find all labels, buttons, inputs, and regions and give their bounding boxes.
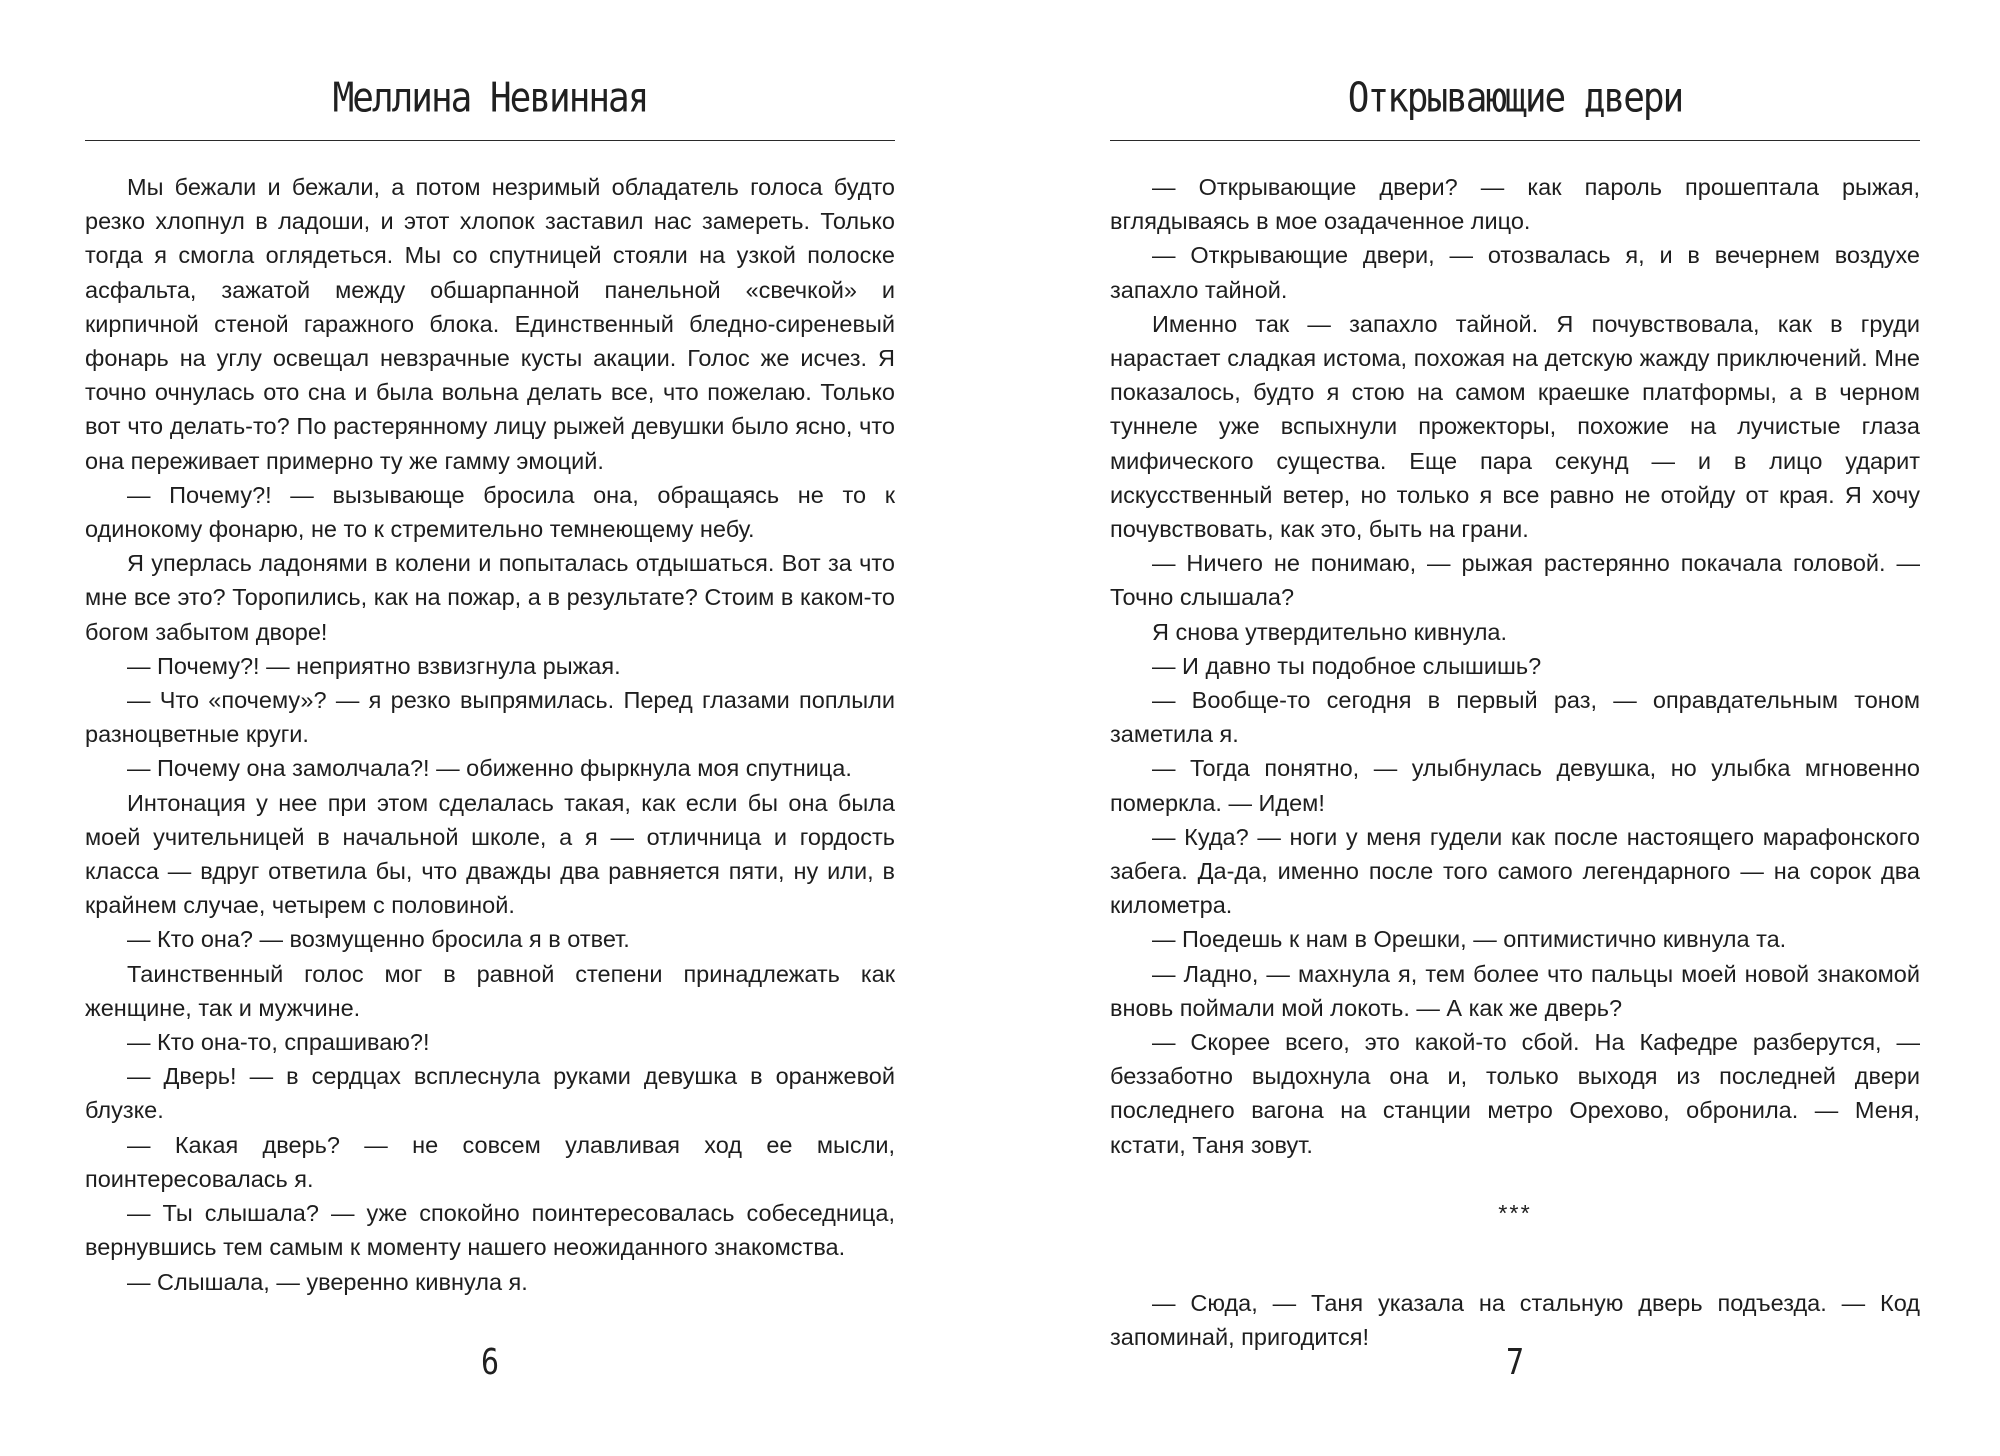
paragraph: — Тогда понятно, — улыбнулась девушка, но улыбка мгновенно померкла. — Идем! — [1110, 755, 1920, 816]
paragraph: — Открывающие двери, — отозвалась я, и в вечернем воздухе запахло тайной. — [1110, 242, 1920, 303]
header-rule — [1110, 140, 1920, 141]
paragraph: Я снова утвердительно кивнула. — [1152, 618, 1508, 645]
left-page — [85, 0, 895, 1456]
section-break: *** — [1498, 1199, 1532, 1226]
paragraph: — И давно ты подобное слышишь? — [1152, 652, 1542, 679]
header-rule — [85, 140, 895, 141]
paragraph: — Что «почему»? — я резко выпрямилась. Перед глазами поплыли разноцветные круги. — [85, 687, 895, 748]
paragraph: — Какая дверь? — не совсем улавливая ход ее мысли, поинтересовалась я. — [85, 1131, 895, 1192]
page-text — [1110, 170, 1920, 1355]
page-number: 6 — [480, 1341, 500, 1384]
paragraph: — Слышала, — уверенно кивнула я. — [127, 1268, 528, 1295]
paragraph: — Ничего не понимаю, — рыжая растерянно покачала головой. — Точно слышала? — [1110, 550, 1920, 611]
paragraph: — Поедешь к нам в Орешки, — оптимистично кивнула та. — [1152, 926, 1787, 953]
right-page — [1110, 0, 1920, 1456]
paragraph: Мы бежали и бежали, а потом незримый обладатель голоса будто резко хлопнул в ладоши, и этот хлопок заставил нас замереть. Только тогда я смогла оглядеться. Мы со спутницей стояли на узкой полоске асфальта, зажатой между обшарпанной панельной «свечкой» и кирпичной стеной гаражного блока. Единственный бледно-сиреневый фонарь на углу освещал невзрачные кусты акации. Голос же исчез. Я точно очнулась ото сна и была вольна делать все, что пожелаю. Только вот что делать-то? По растерянному лицу рыжей девушки было ясно, что она переживает примерно ту же гамму эмоций. — [85, 174, 895, 474]
paragraph: — Почему?! — неприятно взвизгнула рыжая. — [127, 652, 621, 679]
paragraph: — Кто она? — возмущенно бросила я в ответ. — [127, 926, 630, 953]
paragraph: — Почему она замолчала?! — обиженно фыркнула моя спутница. — [127, 755, 852, 782]
running-head-author: Меллина Невинная — [332, 74, 648, 123]
page-number: 7 — [1505, 1341, 1525, 1384]
paragraph: — Ты слышала? — уже спокойно поинтересовалась собеседница, вернувшись тем самым к моменту нашего неожиданного знакомства. — [85, 1200, 895, 1261]
paragraph: — Вообще-то сегодня в первый раз, — оправдательным тоном заметила я. — [1110, 687, 1920, 748]
paragraph: Именно так — запахло тайной. Я почувствовала, как в груди нарастает сладкая истома, похожая на детскую жажду приключений. Мне показалось, будто я стою на самом краешке платформы, а в черном туннеле уже вспыхнули прожекторы, похожие на лучистые глаза мифического существа. Еще пара секунд — и в лицо ударит искусственный ветер, но только я все равно не отойду от края. Я хочу почувствовать, как это, быть на грани. — [1110, 310, 1920, 543]
paragraph: — Открывающие двери? — как пароль прошептала рыжая, вглядываясь в мое озадаченное лицо. — [1110, 174, 1920, 235]
paragraph: Интонация у нее при этом сделалась такая, как если бы она была моей учительницей в начальной школе, а я — отличница и гордость класса — вдруг ответила бы, что дважды два равняется пяти, ну или, в крайнем случае, четырем с половиной. — [85, 789, 895, 919]
running-head-title: Открывающие двери — [1347, 74, 1683, 123]
paragraph: — Скорее всего, это какой-то сбой. На Кафедре разберутся, — беззаботно выдохнула она и, только выходя из последней двери последнего вагона на станции метро Орехово, обронила. — Меня, кстати, Таня зовут. — [1110, 1029, 1920, 1158]
paragraph: Я уперлась ладонями в колени и попыталась отдышаться. Вот за что мне все это? Торопились, как на пожар, а в результате? Стоим в каком-то богом забытом дворе! — [85, 550, 895, 645]
paragraph: — Дверь! — в сердцах всплеснула руками девушка в оранжевой блузке. — [85, 1063, 895, 1124]
paragraph: — Кто она-то, спрашиваю?! — [127, 1029, 430, 1056]
paragraph: — Почему?! — вызывающе бросила она, обращаясь не то к одинокому фонарю, не то к стремительно темнеющему небу. — [85, 481, 895, 543]
page-text — [85, 170, 895, 1299]
paragraph: — Сюда, — Таня указала на стальную дверь подъезда. — Код запоминай, пригодится! — [1110, 1290, 1920, 1351]
paragraph: — Куда? — ноги у меня гудели как после настоящего марафонского забега. Да-да, именно после того самого легендарного — на сорок два километра. — [1110, 823, 1920, 919]
paragraph: Таинственный голос мог в равной степени принадлежать как женщине, так и мужчине. — [85, 960, 895, 1021]
paragraph: — Ладно, — махнула я, тем более что пальцы моей новой знакомой вновь поймали мой локоть. — А как же дверь? — [1110, 960, 1920, 1021]
